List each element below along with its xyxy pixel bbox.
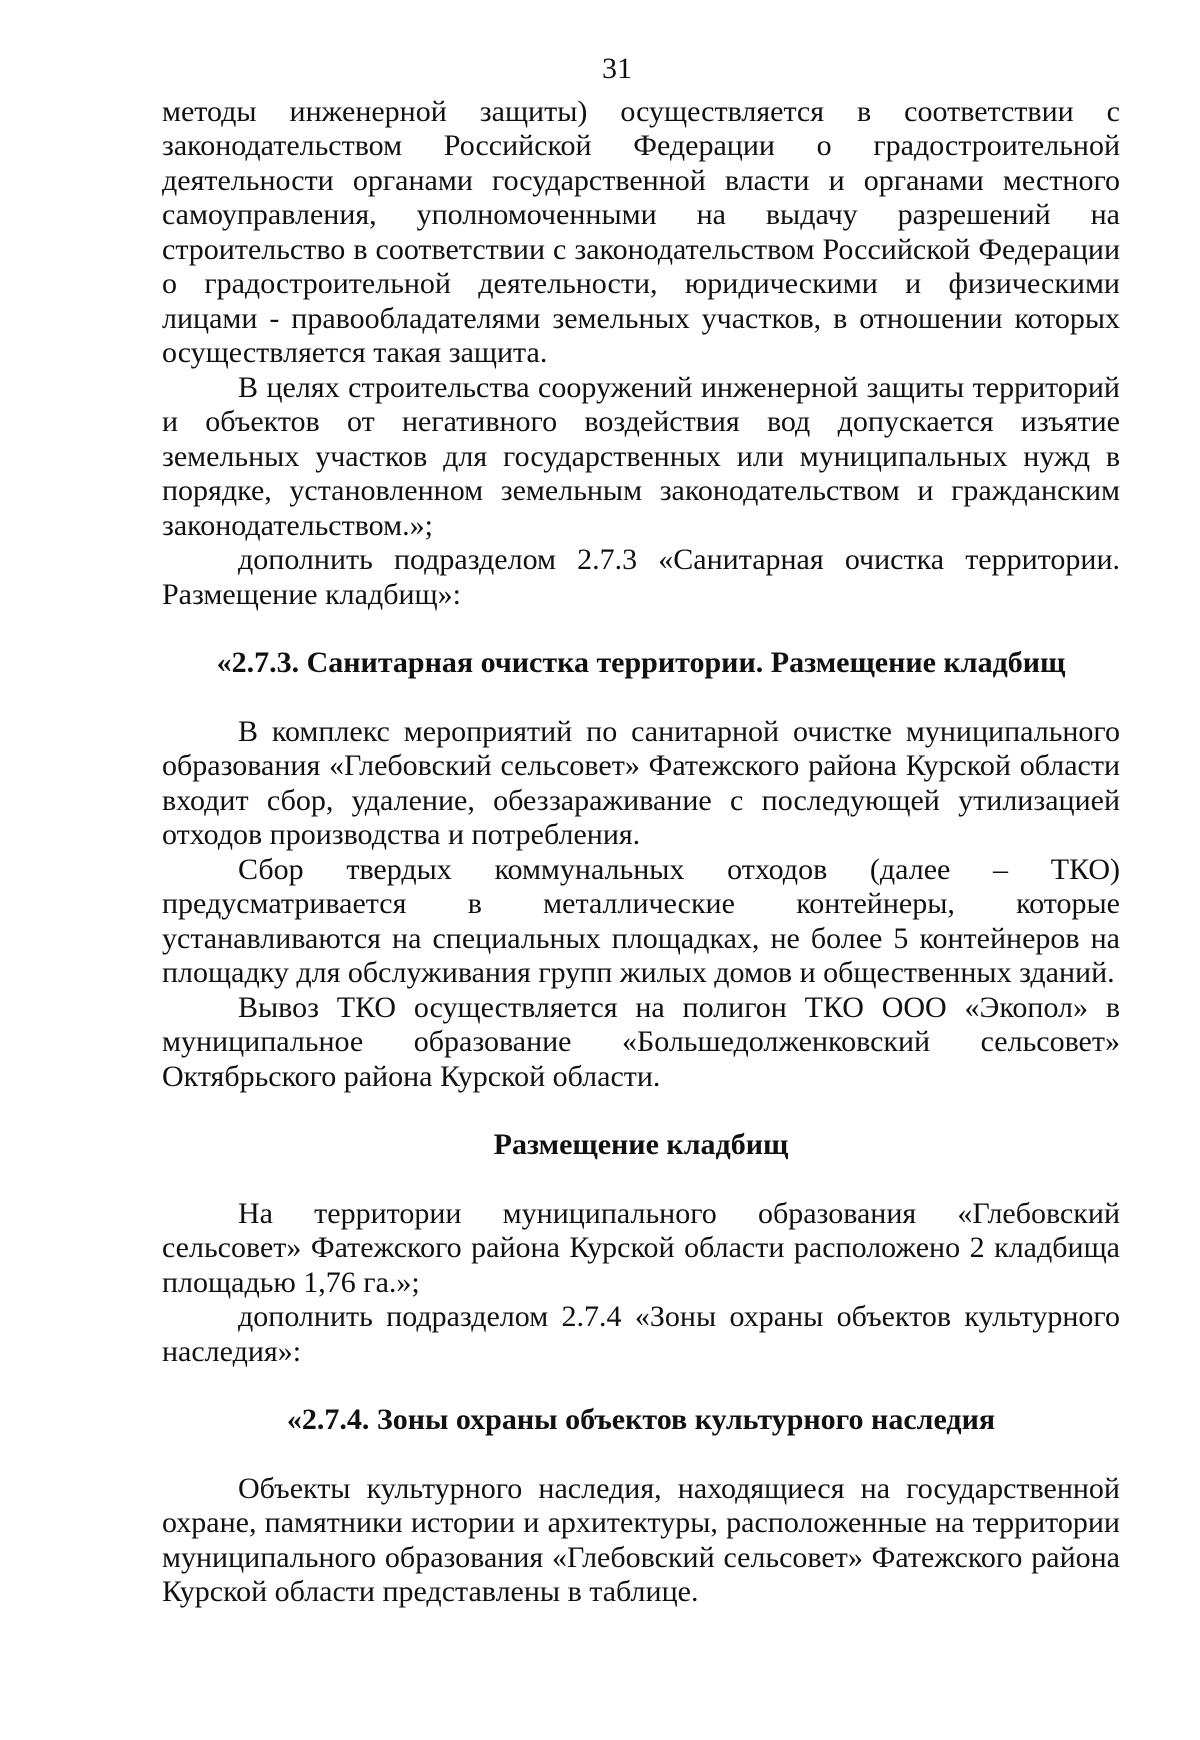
paragraph-waste-removal: Вывоз ТКО осуществляется на полигон ТКО ООО «Экопол» в муниципальное образование «Большедолженковский сельсовет» Октябрьского района Курской области.	[162, 990, 1120, 1093]
heading-cemeteries: Размещение кладбищ	[493, 1128, 789, 1161]
paragraph-continuation: методы инженерной защиты) осуществляется в соответствии с законодательством Российской Федерации о градостроительной деятельности органами государственной власти и органами местного самоуправления, уполномоченными на выдачу разрешений на строительство в соответствии с законодательством Российской Федерации о градостроительной деятельности, юридическими и физическими лицами - правообладателями земельных участков, в отношении которых осуществляется такая защита.	[162, 94, 1120, 369]
paragraph-cemeteries-count: На территории муниципального образования «Глебовский сельсовет» Фатежского района Курской области расположено 2 кладбища площадью 1,76 га.»;	[162, 1196, 1120, 1299]
paragraph-waste-collection: Сбор твердых коммунальных отходов (далее – ТКО) предусматривается в металлические контейнеры, которые устанавливаются на специальных площадках, не более 5 контейнеров на площадку для обслуживания групп жилых домов и общественных зданий.	[162, 852, 1120, 989]
heading-2-7-3: «2.7.3. Санитарная очистка территории. Размещение кладбищ	[216, 646, 1066, 679]
document-page	[162, 52, 1120, 1610]
heading-2-7-4: «2.7.4. Зоны охраны объектов культурного наследия	[286, 1403, 996, 1436]
paragraph-cultural-heritage: Объекты культурного наследия, находящиеся на государственной охране, памятники истории и архитектуры, расположенные на территории муниципального образования «Глебовский сельсовет» Фатежского района Курской области представлены в таблице.	[162, 1471, 1120, 1608]
paragraph-add-subsection-273: дополнить подразделом 2.7.3 «Санитарная очистка территории. Размещение кладбищ»:	[162, 543, 1120, 611]
paragraph-sanitary-measures: В комплекс мероприятий по санитарной очистке муниципального образования «Глебовский сельсовет» Фатежского района Курской области входит сбор, удаление, обеззараживание с последующей утилизацией отходов производства и потребления.	[162, 714, 1120, 851]
paragraph-land-seizure: В целях строительства сооружений инженерной защиты территорий и объектов от негативного воздействия вод допускается изъятие земельных участков для государственных или муниципальных нужд в порядке, установленном земельным законодательством и гражданским законодательством.»;	[162, 370, 1120, 542]
paragraph-add-subsection-274: дополнить подразделом 2.7.4 «Зоны охраны объектов культурного наследия»:	[162, 1300, 1120, 1368]
page-number: 31	[602, 52, 632, 85]
